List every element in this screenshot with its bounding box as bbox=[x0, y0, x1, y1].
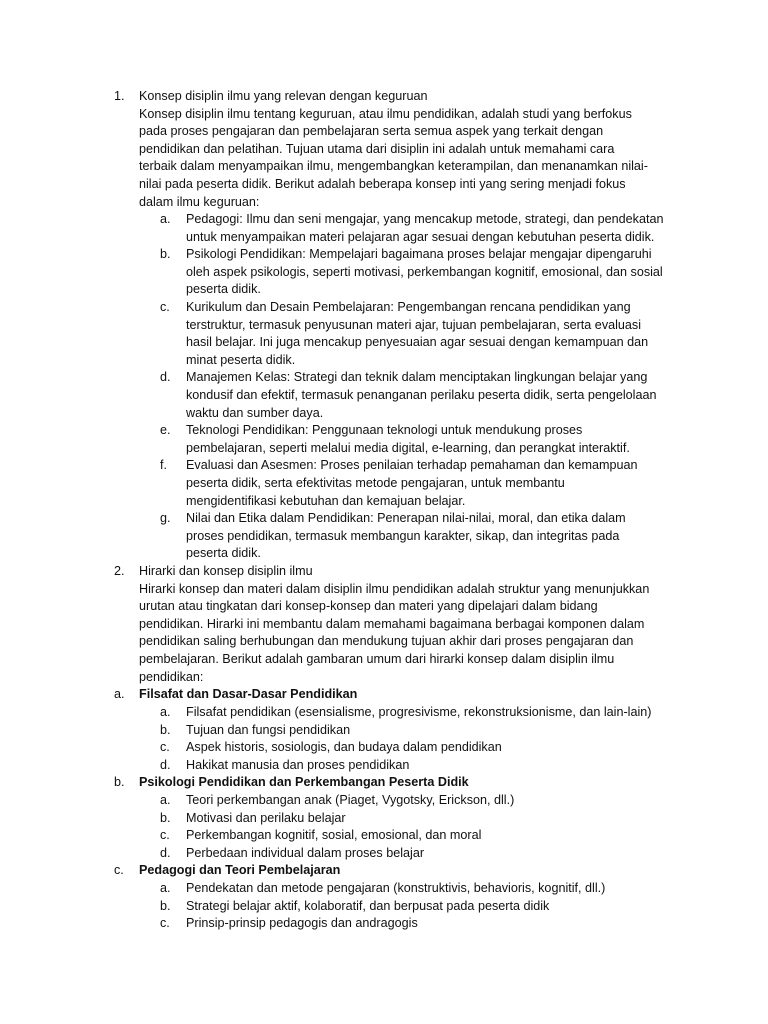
sub-list-text: Pendekatan dan metode pengajaran (konstruktivis, behavioris, kognitif, dll.) bbox=[186, 881, 606, 895]
section-heading-c bbox=[0, 862, 768, 880]
paragraph-line: pendidikan dan pelatihan. Tujuan utama dari disiplin ini adalah untuk memahami cara bbox=[139, 141, 615, 156]
paragraph-line: Konsep disiplin ilmu tentang keguruan, atau ilmu pendidikan, adalah studi yang berfokus bbox=[139, 106, 632, 121]
paragraph-line: Hirarki konsep dan materi dalam disiplin ilmu pendidikan adalah struktur yang menunjukkan bbox=[139, 581, 650, 596]
sub-list-text: Teori perkembangan anak (Piaget, Vygotsky, Erickson, dll.) bbox=[186, 793, 515, 807]
sub-list-marker: a. bbox=[160, 881, 171, 895]
paragraph-line: pendidikan: bbox=[139, 669, 204, 684]
sub-list-line: Evaluasi dan Asesmen: Proses penilaian terhadap pemahaman dan kemampuan bbox=[186, 458, 638, 473]
sub-list-line: Pedagogi: Ilmu dan seni mengajar, yang mencakup metode, strategi, dan pendekatan bbox=[186, 212, 664, 226]
sub-list-marker: c. bbox=[160, 740, 170, 755]
sub-list-text bbox=[186, 369, 686, 422]
sub-list-line: Manajemen Kelas: Strategi dan teknik dalam menciptakan lingkungan belajar yang bbox=[186, 370, 648, 385]
sub-list-text: Tujuan dan fungsi pendidikan bbox=[186, 722, 351, 737]
section-title: Psikologi Pendidikan dan Perkembangan Peserta Didik bbox=[139, 775, 469, 790]
paragraph-line: pada proses pengajaran dan pembelajaran serta semua aspek yang terkait dengan bbox=[139, 124, 604, 139]
section-heading-b bbox=[0, 774, 768, 792]
paragraph-line: terbaik dalam menyampaikan ilmu, mengembangkan keterampilan, dan menanamkan nilai- bbox=[139, 159, 648, 174]
list-item-2-heading bbox=[0, 563, 768, 581]
list-item-1-heading bbox=[0, 88, 768, 106]
sub-list-text: Perbedaan individual dalam proses belajar bbox=[186, 845, 425, 860]
section-heading-a bbox=[0, 686, 768, 704]
sub-list-line: untuk menyampaikan materi pelajaran agar sesuai dengan kebutuhan peserta didik. bbox=[186, 229, 655, 244]
sub-list-marker: b. bbox=[160, 722, 171, 737]
sub-list-marker: a. bbox=[160, 705, 171, 719]
sub-list-line: pembelajaran, seperti melalui media digital, e-learning, dan perangkat interaktif. bbox=[186, 440, 630, 455]
section-title: Filsafat dan Dasar-Dasar Pendidikan bbox=[139, 687, 358, 702]
sub-list-line: peserta didik. bbox=[186, 546, 261, 561]
sub-list-text: Filsafat pendidikan (esensialisme, progresivisme, rekonstruksionisme, dan lain-lain) bbox=[186, 705, 652, 719]
sub-list-text bbox=[186, 211, 686, 246]
section-marker: c. bbox=[114, 863, 124, 878]
sub-list-text bbox=[186, 422, 686, 457]
sub-list-line: oleh aspek psikologis, seperti motivasi, perkembangan kognitif, emosional, dan sosial bbox=[186, 264, 663, 279]
sub-list-marker: d. bbox=[160, 757, 171, 772]
sub-list-line: peserta didik. bbox=[186, 282, 261, 297]
sub-list-line: proses pendidikan, termasuk membangun karakter, sikap, dan integritas pada bbox=[186, 528, 620, 543]
sub-list-marker: c. bbox=[160, 828, 170, 843]
sub-list-line: hasil belajar. Ini juga mencakup penyesuaian agar sesuai dengan kemampuan dan bbox=[186, 335, 649, 350]
paragraph-line: nilai pada peserta didik. Berikut adalah beberapa konsep inti yang sering menjadi fokus bbox=[139, 176, 626, 191]
sub-list-text: Perkembangan kognitif, sosial, emosional, dan moral bbox=[186, 828, 482, 843]
sub-list-text: Hakikat manusia dan proses pendidikan bbox=[186, 757, 410, 772]
sub-list-text bbox=[186, 510, 686, 563]
list-item-title: Konsep disiplin ilmu yang relevan dengan keguruan bbox=[139, 89, 428, 103]
sub-list-marker: a. bbox=[160, 793, 171, 807]
sub-list-line: peserta didik, serta efektivitas metode pengajaran, untuk membantu bbox=[186, 475, 565, 490]
paragraph-line: dalam ilmu keguruan: bbox=[139, 194, 260, 209]
paragraph-line: pendidikan saling berhubungan dan mendukung tujuan akhir dari proses pengajaran dan bbox=[139, 634, 634, 649]
sub-list-text: Strategi belajar aktif, kolaboratif, dan berpusat pada peserta didik bbox=[186, 898, 550, 913]
sub-list-text bbox=[186, 457, 686, 510]
list-number: 2. bbox=[114, 564, 125, 578]
sub-list-marker: c. bbox=[160, 916, 170, 931]
sub-list-line: Nilai dan Etika dalam Pendidikan: Penerapan nilai-nilai, moral, dan etika dalam bbox=[186, 511, 626, 526]
sub-list-marker: c. bbox=[160, 300, 170, 314]
sub-list-text: Prinsip-prinsip pedagogis dan andragogis bbox=[186, 916, 418, 931]
sub-list-line: minat peserta didik. bbox=[186, 352, 296, 367]
sub-list-line: Teknologi Pendidikan: Penggunaan teknologi untuk mendukung proses bbox=[186, 423, 583, 438]
paragraph-line: urutan atau tingkatan dari konsep-konsep dan materi yang dipelajari dalam bidang bbox=[139, 599, 598, 614]
sub-list-line: waktu dan sumber daya. bbox=[186, 405, 324, 420]
sub-list-marker: f. bbox=[160, 458, 167, 473]
section-marker: b. bbox=[114, 775, 125, 790]
list-number: 1. bbox=[114, 89, 125, 103]
paragraph-line: pembelajaran. Berikut adalah gambaran umum dari hirarki konsep dalam disiplin ilmu bbox=[139, 651, 615, 666]
sub-list-marker: b. bbox=[160, 247, 171, 262]
sub-list-marker: d. bbox=[160, 845, 171, 860]
sub-list-marker: g. bbox=[160, 511, 171, 526]
sub-list-line: terstruktur, termasuk penyusunan materi ajar, tujuan pembelajaran, serta evaluasi bbox=[186, 317, 642, 332]
section-marker: a. bbox=[114, 687, 125, 702]
list-item-title: Hirarki dan konsep disiplin ilmu bbox=[139, 564, 313, 578]
sub-list-line: Kurikulum dan Desain Pembelajaran: Pengembangan rencana pendidikan yang bbox=[186, 300, 631, 314]
sub-list-line: Psikologi Pendidikan: Mempelajari bagaimana proses belajar mengajar dipengaruhi bbox=[186, 247, 652, 262]
sub-list-marker: e. bbox=[160, 423, 171, 438]
sub-list-line: mengidentifikasi kebutuhan dan kemajuan belajar. bbox=[186, 493, 466, 508]
sub-list-text: Aspek historis, sosiologis, dan budaya dalam pendidikan bbox=[186, 740, 502, 755]
sub-list-text: Motivasi dan perilaku belajar bbox=[186, 810, 346, 825]
sub-list-line: kondusif dan efektif, termasuk penanganan perilaku peserta didik, serta pengelolaan bbox=[186, 387, 657, 402]
sub-list-marker: b. bbox=[160, 898, 171, 913]
sub-list-marker: b. bbox=[160, 810, 171, 825]
sub-list-text bbox=[186, 299, 686, 369]
paragraph-line: pendidikan. Hirarki ini membantu dalam memahami bagaimana berbagai komponen dalam bbox=[139, 616, 645, 631]
sub-list-marker: a. bbox=[160, 212, 171, 226]
section-2-paragraph bbox=[139, 581, 679, 687]
section-title: Pedagogi dan Teori Pembelajaran bbox=[139, 863, 341, 878]
section-1-paragraph bbox=[139, 106, 679, 212]
sub-list-text bbox=[186, 246, 686, 299]
sub-list-marker: d. bbox=[160, 370, 171, 385]
